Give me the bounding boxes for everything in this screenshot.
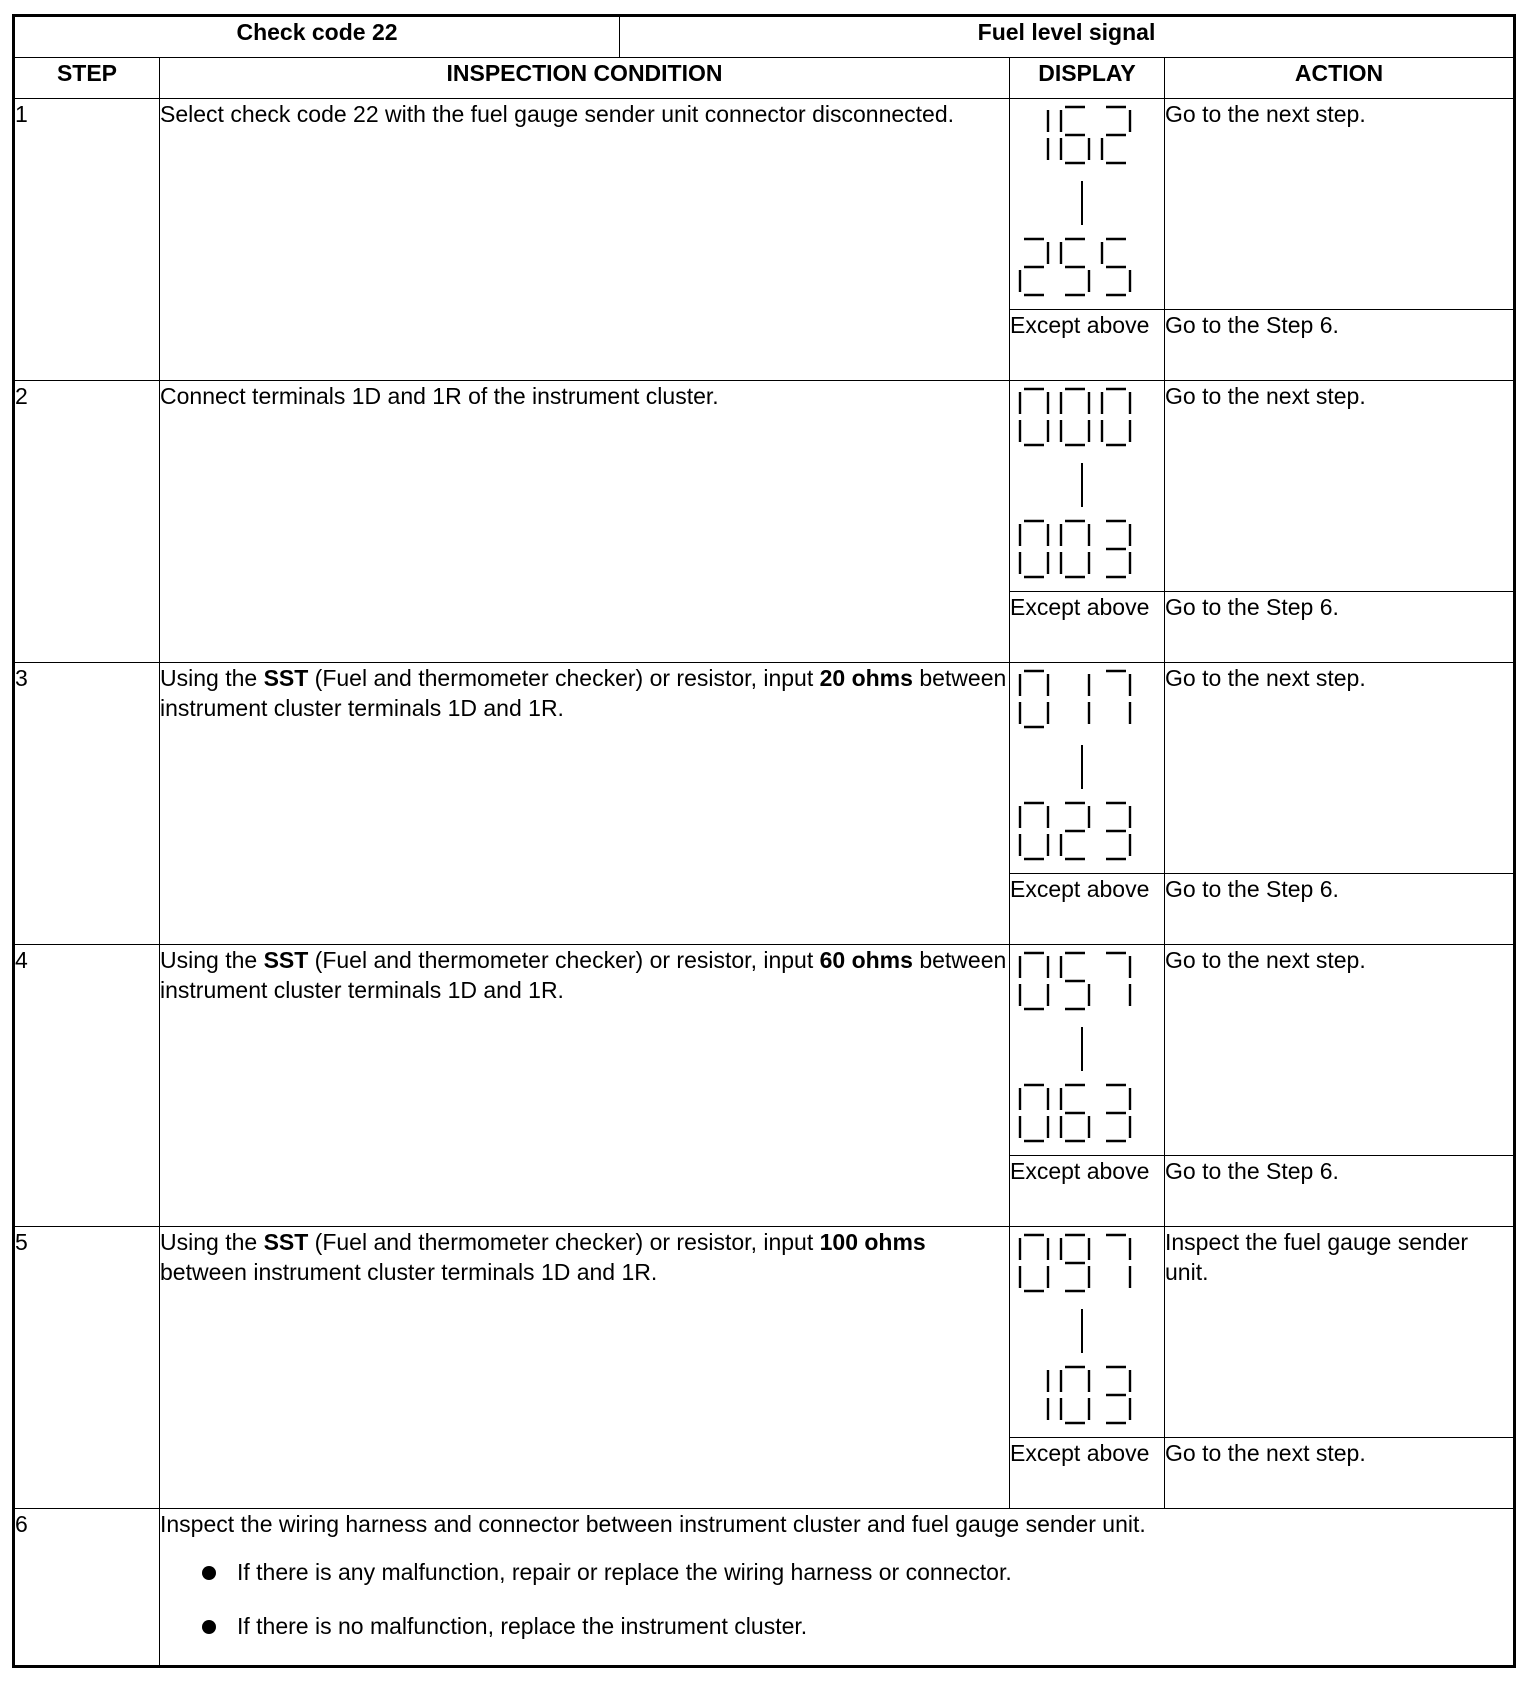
lcd-display [1010, 663, 1155, 863]
action-except: Go to the Step 6. [1165, 592, 1515, 663]
step6-text: Inspect the wiring harness and connector between instrument cluster and fuel gauge sender unit. [160, 1511, 1146, 1537]
action-except: Go to the next step. [1165, 1438, 1515, 1509]
bullet-dot-icon [202, 1566, 216, 1580]
page [12, 14, 1516, 1668]
display-range [1010, 945, 1165, 1156]
bullet-dot-icon [202, 1620, 216, 1634]
step-number: 1 [14, 99, 160, 381]
display-range [1010, 99, 1165, 310]
col-action: ACTION [1165, 58, 1515, 99]
except-label: Except above [1010, 874, 1165, 945]
except-label: Except above [1010, 1156, 1165, 1227]
inspection-table [12, 14, 1516, 1668]
steps-body [14, 99, 1515, 1509]
action-in-range: Inspect the fuel gauge sender unit. [1165, 1227, 1515, 1438]
column-header-row [14, 58, 1515, 99]
lcd-svg [1016, 385, 1151, 585]
inspection-condition: Using the SST (Fuel and thermometer checker) or resistor, input 60 ohms between instrument cluster terminals 1D and 1R. [160, 945, 1010, 1227]
lcd-svg [1016, 667, 1151, 867]
col-display: DISPLAY [1010, 58, 1165, 99]
bullet-item: If there is no malfunction, replace the instrument cluster. [202, 1611, 1513, 1641]
col-step: STEP [14, 58, 160, 99]
display-range [1010, 663, 1165, 874]
step-number: 4 [14, 945, 160, 1227]
step6-bullets [160, 1557, 1513, 1641]
inspection-condition: Connect terminals 1D and 1R of the instrument cluster. [160, 381, 1010, 663]
step-row-1 [14, 99, 1515, 310]
action-in-range: Go to the next step. [1165, 663, 1515, 874]
bullet-item: If there is any malfunction, repair or replace the wiring harness or connector. [202, 1557, 1513, 1587]
step-number: 2 [14, 381, 160, 663]
action-except: Go to the Step 6. [1165, 310, 1515, 381]
except-label: Except above [1010, 1438, 1165, 1509]
step-row-6 [14, 1509, 1515, 1667]
inspection-condition: Select check code 22 with the fuel gauge sender unit connector disconnected. [160, 99, 1010, 381]
action-in-range: Go to the next step. [1165, 99, 1515, 310]
lcd-display [1010, 99, 1155, 299]
lcd-svg [1016, 949, 1151, 1149]
action-except: Go to the Step 6. [1165, 874, 1515, 945]
col-condition: INSPECTION CONDITION [160, 58, 1010, 99]
step-number: 5 [14, 1227, 160, 1509]
lcd-display [1010, 381, 1155, 581]
lcd-display [1010, 945, 1155, 1145]
step-row-4 [14, 945, 1515, 1156]
except-label: Except above [1010, 592, 1165, 663]
step-row-5 [14, 1227, 1515, 1438]
display-range [1010, 1227, 1165, 1438]
step6-condition [160, 1509, 1515, 1667]
lcd-svg [1016, 103, 1151, 303]
step-row-3 [14, 663, 1515, 874]
display-range [1010, 381, 1165, 592]
step-number: 3 [14, 663, 160, 945]
check-code-title: Check code 22 [14, 16, 620, 58]
except-label: Except above [1010, 310, 1165, 381]
inspection-condition: Using the SST (Fuel and thermometer checker) or resistor, input 20 ohms between instrument cluster terminals 1D and 1R. [160, 663, 1010, 945]
lcd-svg [1016, 1231, 1151, 1431]
step-row-2 [14, 381, 1515, 592]
signal-title: Fuel level signal [620, 16, 1515, 58]
lcd-display [1010, 1227, 1155, 1427]
action-in-range: Go to the next step. [1165, 945, 1515, 1156]
title-row [14, 16, 1515, 58]
action-except: Go to the Step 6. [1165, 1156, 1515, 1227]
inspection-condition: Using the SST (Fuel and thermometer checker) or resistor, input 100 ohms between instrument cluster terminals 1D and 1R. [160, 1227, 1010, 1509]
step-number: 6 [14, 1509, 160, 1667]
action-in-range: Go to the next step. [1165, 381, 1515, 592]
